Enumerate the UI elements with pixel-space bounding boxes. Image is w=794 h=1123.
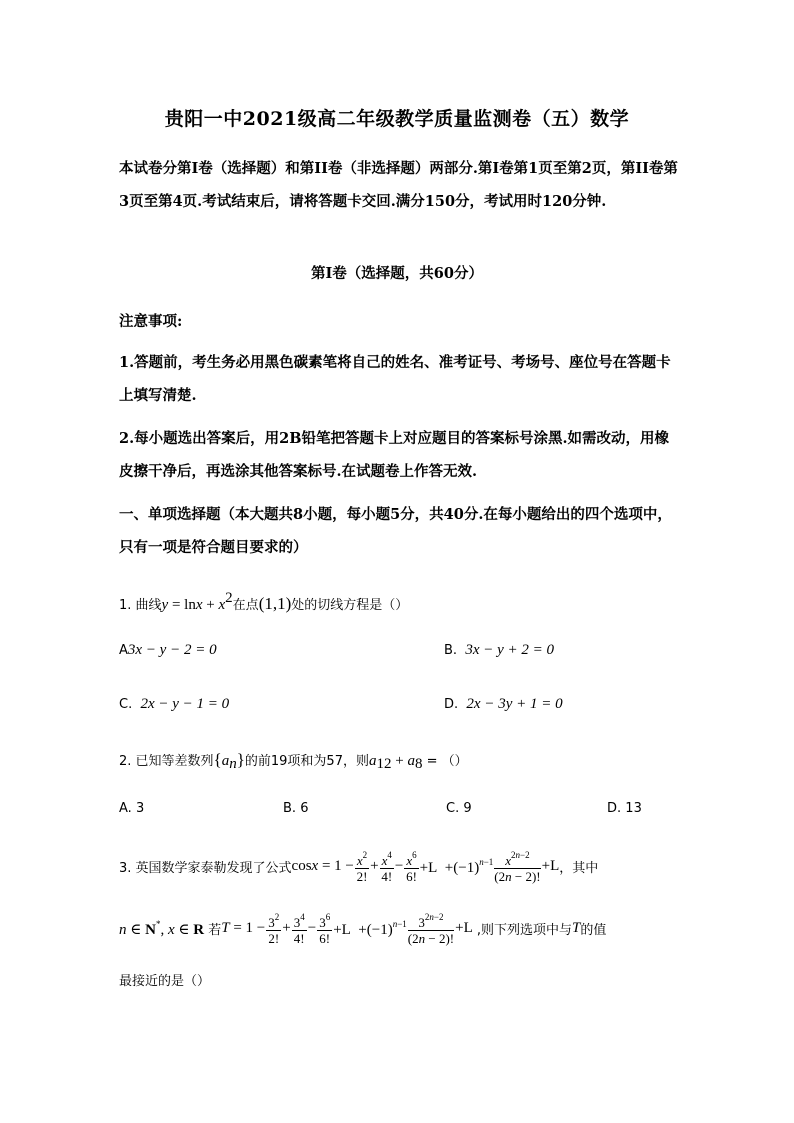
section-heading: 一、单项选择题（本大题共8小题，每小题5分，共40分.在每小题给出的四个选项中，只有一项是符合题目要求的） [119, 506, 672, 556]
q2-option-a[interactable]: A. 3 [119, 801, 145, 816]
note-2: 2.每小题选出答案后，用2B铅笔把答题卡上对应题目的答案标号涂黑.如需改动，用橡皮擦干净后，再选涂其他答案标号.在试题卷上作答无效. [119, 430, 670, 480]
part1-heading: 第I卷（选择题，共60分） [311, 265, 483, 282]
notes-heading: 注意事项: [119, 313, 183, 330]
q1-option-d[interactable]: D. 2x − 3y + 1 = 0 [444, 696, 563, 712]
question-3-line-3: 最接近的是（） [119, 974, 211, 989]
q2-option-b[interactable]: B. 6 [283, 801, 309, 816]
q2-option-c[interactable]: C. 9 [446, 801, 472, 816]
q2-option-d[interactable]: D. 13 [607, 801, 642, 816]
q3-t-formula: T = 1 − [221, 920, 266, 936]
q1-stem-c: 处的切线方程是（） [291, 598, 409, 613]
question-3-line-2: n ∈ N*, x ∈ R 若T = 1 − $\frac{3^2}{2!}$ + $\frac{3^4}{4!}$ − $\frac{3^6}{6!}$ $+L +(-1)^{n-1}$ $\frac{3^{2n-2}}{(2n - 2)!}$ +L ,则下列选项中与T的值 [119, 912, 607, 946]
q3-cos-formula: cosx = 1 − [291, 858, 354, 874]
question-2-stem: 2. 已知等差数列$\{a_n\}$的前19项和为57，则$a_{12} + a_8$ = （） [119, 750, 468, 772]
page-title: 贵阳一中2021级高二年级教学质量监测卷（五）数学 [164, 108, 630, 130]
q1-stem-b: 在点 [232, 598, 259, 613]
note-1: 1.答题前，考生务必用黑色碳素笔将自己的姓名、准考证号、考场号、座位号在答题卡上填写清楚. [119, 354, 671, 404]
q1-stem-a: 1. 曲线 [119, 598, 162, 613]
q1-option-c[interactable]: C. 2x − y − 1 = 0 [119, 696, 230, 712]
intro-paragraph: 本试卷分第I卷（选择题）和第II卷（非选择题）两部分.第I卷第1页至第2页，第II卷第3页至第4页.考试结束后，请将答题卡交回.满分150分，考试用时120分钟. [119, 160, 678, 210]
question-1-stem: 1. 曲线$y = \ln x + x^2$在点(1,1)处的切线方程是（） [119, 590, 409, 613]
q1-point: (1,1) [258, 594, 292, 613]
q1-curve-formula: y [161, 597, 169, 613]
question-3-stem: 3. 英国数学家泰勒发现了公式cosx = 1 − $\frac{x^2}{2!}$ + $\frac{x^4}{4!}$ − $\frac{x^6}{6!}$ $+L +(-1)^{n-1}$ $\frac{x^{2n-2}}{(2n - 2)!}$ +L，其中 [119, 850, 599, 884]
q1-option-a[interactable]: A3x − y − 2 = 0 [119, 642, 217, 658]
q1-option-b[interactable]: B. 3x − y + 2 = 0 [444, 642, 555, 658]
